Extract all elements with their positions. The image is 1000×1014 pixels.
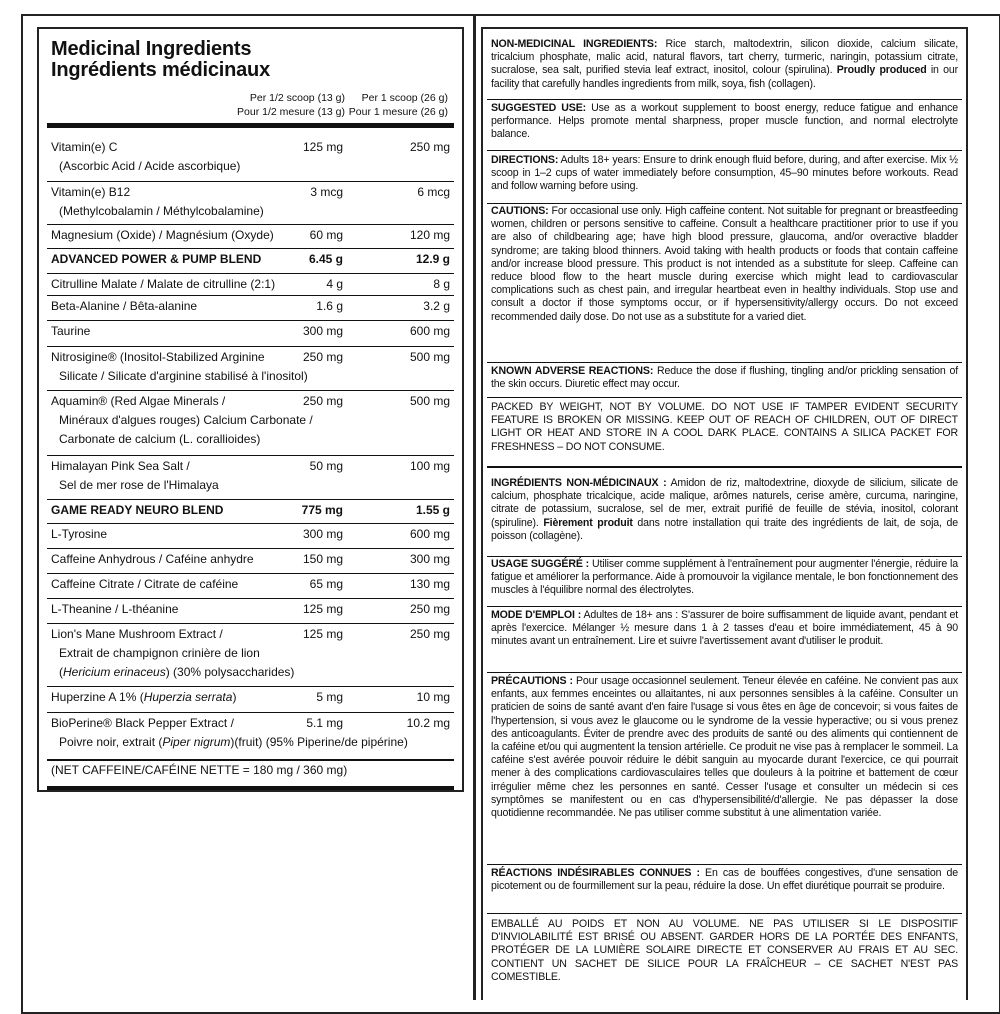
row-separator <box>47 712 454 713</box>
ingredient-name: Caffeine Anhydrous / Caféine anhydre <box>51 552 254 566</box>
cautions-text-fr: Pour usage occasionnel seulement. Teneur élevée en caféine. Ne convient pas aux enfants, aux femmes enceintes ou allaitantes, ni aux personnes sensibles à la caféine. Consulter un praticien de soins de santé avant d'en faire l'usage si vous êtes en âge de concevoir; si vous faites de l'hypertension, si vous avez le glaucome ou le syndrome de la vessie hyperactive; ou si vous prenez des anticoagulants. Éviter de prendre avec des produits de santé ou des aliments qui contiennent de la caféine et/ou qui augmentent la tension artérielle. Ce produit ne vise pas à remplacer le sommeil. La caféine s'est avérée pouvoir réduire le débit sanguin au myocarde durant l'exercice, ce qui pourrait mener à des complications cardiovasculaires telles que douleurs à la poitrine et battement de cœur irrégulier même chez les personnes en santé. Cesser l'usage et consulter un médecin si ces symptômes se manifestent ou en cas d'hypersensibilité/d'allergie. Ne pas dépasser la dose quotidienne recommandée. Ne pas utiliser comme substitut à une alimentation variée. <box>491 675 958 820</box>
ingredient-name: Nitrosigine® (Inositol-Stabilized Arginine <box>51 350 265 364</box>
row-separator <box>47 686 454 687</box>
ingredient-row <box>47 251 454 276</box>
divider-line <box>487 556 962 557</box>
packed-by-weight-text-fr: EMBALLÉ AU POIDS ET NON AU VOLUME. NE PAS UTILISER SI LE DISPOSITIF D'INVIOLABILITÉ EST BRISÉ OU ABSENT. GARDER HORS DE LA PORTÉE DES ENFANTS, PROTÉGER DE LA LUMIÈRE SOLAIRE DIRECTE ET CONSERVER AU FRAIS ET AU SEC. CONTIENT UN SACHET DE SILICE POUR LA FRAÎCHEUR – CE SACHET N'EST PAS COMESTIBLE. <box>491 918 958 983</box>
divider-line <box>487 672 962 673</box>
ingredient-row <box>47 715 454 762</box>
ingredient-row <box>47 139 454 184</box>
ingredient-name: Vitamin(e) B12 <box>51 185 131 199</box>
botanical-name: Hericium erinaceus <box>63 665 166 679</box>
ingredient-name-continuation: Extrait de champignon crinière de lion <box>59 646 260 660</box>
ingredient-row <box>47 323 454 349</box>
amount-full-scoop: 10.2 mg <box>406 716 450 730</box>
amount-half-scoop: 5.1 mg <box>306 716 343 730</box>
cautions-fr <box>491 675 958 820</box>
ingredient-name: Beta-Alanine / Bêta-alanine <box>51 299 198 313</box>
amount-full-scoop: 100 mg <box>409 459 450 473</box>
ingredient-name-continuation: Poivre noir, extrait (Piper nigrum)(fruit) (95% Piperine/de pipérine) <box>59 735 408 749</box>
ingredient-name-continuation: (Hericium erinaceus) (30% polysaccharides) <box>59 665 295 679</box>
ingredient-row <box>47 551 454 576</box>
ingredient-row <box>47 502 454 526</box>
amount-half-scoop: 775 mg <box>301 503 343 517</box>
non-medicinal-text-en: Rice starch, maltodextrin, silicon dioxide, calcium silicate, tricalcium phosphate, malic acid, natural flavors, tart cherry, turmeric, naringin, potassium citrate, sucralose, sea salt, purified stevia leaf extract, inositol, colour (spirulina). <box>491 38 958 77</box>
ingredient-name: Magnesium (Oxide) / Magnésium (Oxyde) <box>51 228 274 242</box>
title-fr: Ingrédients médicinaux <box>51 59 270 81</box>
amount-full-scoop: 3.2 g <box>423 299 450 313</box>
amount-half-scoop: 300 mg <box>302 527 343 541</box>
non-medicinal-ingredients-fr <box>491 477 958 543</box>
suggested-use-fr <box>491 558 958 598</box>
adverse-reactions-label-fr: RÉACTIONS INDÉSIRABLES CONNUES : <box>491 867 700 879</box>
ingredient-name: Himalayan Pink Sea Salt / <box>51 459 190 473</box>
amount-full-scoop: 1.55 g <box>415 503 450 517</box>
adverse-reactions-fr <box>491 867 958 893</box>
title-en: Medicinal Ingredients <box>51 38 252 60</box>
ingredient-name-continuation: Silicate / Silicate d'arginine stabilisé à l'inositol) <box>59 369 308 383</box>
divider-line <box>487 397 962 398</box>
row-separator <box>47 573 454 574</box>
ingredient-row <box>47 626 454 689</box>
divider-line <box>487 99 962 100</box>
amount-full-scoop: 500 mg <box>409 350 450 364</box>
ingredient-row <box>47 762 454 792</box>
ingredient-row <box>47 526 454 551</box>
directions-en <box>491 154 958 194</box>
row-separator <box>47 224 454 225</box>
divider-line <box>487 362 962 363</box>
ingredient-row <box>47 298 454 323</box>
directions-fr <box>491 609 958 649</box>
divider-line <box>487 203 962 204</box>
amount-half-scoop: 250 mg <box>302 350 343 364</box>
label-text-panel <box>481 27 968 1000</box>
proudly-produced-label-en: Proudly produced <box>836 64 927 77</box>
ingredient-name: (NET CAFFEINE/CAFÉINE NETTE = 180 mg / 360 mg) <box>51 763 348 777</box>
row-separator <box>47 786 454 790</box>
row-separator <box>47 455 454 456</box>
proudly-produced-text-fr: dans notre installation qui traite des ingrédients de lait, de soja, de poisson (collagène). <box>491 516 958 542</box>
ingredient-row <box>47 601 454 626</box>
divider-line <box>487 150 962 151</box>
row-separator <box>47 390 454 391</box>
suggested-use-text-fr: Utiliser comme supplément à l'entraînement pour augmenter l'énergie, réduire la fatigue et améliorer la performance. Aide à promouvoir la vigilance mentale, le bon fonctionnement des muscles à l'équilibre normal des électrolytes. <box>491 558 958 597</box>
ingredient-name-continuation: Carbonate de calcium (L. corallioides) <box>59 432 261 446</box>
non-medicinal-label-en: NON-MEDICINAL INGREDIENTS: <box>491 38 658 50</box>
amount-half-scoop: 300 mg <box>302 324 343 338</box>
packed-by-weight-fr <box>491 918 958 984</box>
row-separator <box>47 320 454 321</box>
ingredient-name: Lion's Mane Mushroom Extract / <box>51 627 223 641</box>
ingredient-name: Vitamin(e) C <box>51 140 118 154</box>
amount-half-scoop: 4 g <box>326 277 343 291</box>
english-text-block <box>491 38 958 91</box>
suggested-use-label-fr: USAGE SUGGÉRÉ : <box>491 558 590 570</box>
amount-half-scoop: 60 mg <box>309 228 343 242</box>
amount-half-scoop: 250 mg <box>302 394 343 408</box>
non-medicinal-text-fr: Amidon de riz, maltodextrine, dioxyde de silicium, silicate de calcium, phosphate tricalcique, acide malique, arômes naturels, cerise amère, curcuma, naringine, citrate de potassium, sucralose, sel de mer, extrait purifié de feuille de stévia, inositol, colorant (spiruline). <box>491 477 958 529</box>
proudly-produced-label-fr: Fièrement produit <box>543 516 633 529</box>
directions-text-fr: Adultes de 18+ ans : S'assurer de boire suffisamment de liquide avant, pendant et après l'exercice. Mélanger ½ mesure dans 1 à 2 tasses d'eau et boire immédiatement, 45 à 90 minutes avant un entraînement. Lire et suivre l'avertissement avant d'utiliser le produit. <box>491 609 958 648</box>
amount-full-scoop: 6 mcg <box>417 185 450 199</box>
ingredient-row <box>47 349 454 393</box>
proudly-produced-text-en: in our facility that carefully handles ingredients from milk, soya, fish (collagen). <box>491 64 958 90</box>
row-separator <box>47 623 454 624</box>
amount-half-scoop: 150 mg <box>302 552 343 566</box>
ingredient-name: Huperzine A 1% (Huperzia serrata) <box>51 690 237 704</box>
ingredient-name-continuation: Minéraux d'algues rouges) Calcium Carbonate / <box>59 413 313 427</box>
column-header-full-scoop-fr: Pour 1 mesure (26 g) <box>348 106 448 118</box>
amount-half-scoop: 6.45 g <box>308 252 343 266</box>
ingredient-name-continuation: Sel de mer rose de l'Himalaya <box>59 478 219 492</box>
amount-full-scoop: 250 mg <box>409 602 450 616</box>
amount-full-scoop: 120 mg <box>409 228 450 242</box>
adverse-reactions-text-fr: En cas de bouffées congestives, d'une sensation de picotement ou de fourmillement sur la peau, réduire la dose. Un effet diurétique pourrait se produire. <box>491 867 958 893</box>
packed-by-weight-text-en: PACKED BY WEIGHT, NOT BY VOLUME. DO NOT USE IF TAMPER EVIDENT SECURITY FEATURE IS BROKEN OR MISSING. KEEP OUT OF REACH OF CHILDREN, OUT OF DIRECT LIGHT OR HEAT AND STORE IN A COOL DARK PLACE. CONTAINS A SILICA PACKET FOR FRESHNESS – DO NOT CONSUME. <box>491 401 958 453</box>
amount-full-scoop: 600 mg <box>409 324 450 338</box>
row-separator <box>47 248 454 249</box>
ingredient-name-continuation: (Methylcobalamin / Méthylcobalamine) <box>59 204 264 218</box>
amount-half-scoop: 1.6 g <box>316 299 343 313</box>
ingredient-name: L-Tyrosine <box>51 527 108 541</box>
column-header-half-scoop <box>237 91 345 119</box>
adverse-reactions-en <box>491 365 958 391</box>
ingredient-name: BioPerine® Black Pepper Extract / <box>51 716 234 730</box>
ingredient-row <box>47 184 454 227</box>
packed-by-weight-en <box>491 401 958 454</box>
amount-full-scoop: 500 mg <box>409 394 450 408</box>
botanical-name: Piper nigrum <box>162 735 231 749</box>
header-rule <box>47 123 454 128</box>
ingredient-name: L-Theanine / L-théanine <box>51 602 179 616</box>
ingredient-name: Citrulline Malate / Malate de citrulline (2:1) <box>51 277 276 291</box>
suggested-use-text-en: Use as a workout supplement to boost energy, reduce fatigue and enhance performance. Helps promote mental sharpness, proper muscle function, and normal electrolyte balance. <box>491 102 959 141</box>
row-separator <box>47 295 454 296</box>
column-header-full-scoop-en: Per 1 scoop (26 g) <box>361 92 448 104</box>
ingredient-name: Aquamin® (Red Algae Minerals / <box>51 394 226 408</box>
amount-half-scoop: 125 mg <box>302 602 343 616</box>
divider-line <box>487 606 962 607</box>
ingredient-row <box>47 393 454 458</box>
row-separator <box>47 181 454 182</box>
row-separator <box>47 548 454 549</box>
ingredient-name: Taurine <box>51 324 91 338</box>
directions-label-fr: MODE D'EMPLOI : <box>491 609 582 621</box>
directions-label-en: DIRECTIONS: <box>491 154 559 166</box>
amount-full-scoop: 250 mg <box>409 627 450 641</box>
row-separator <box>47 273 454 274</box>
amount-half-scoop: 3 mcg <box>310 185 343 199</box>
amount-full-scoop: 250 mg <box>409 140 450 154</box>
divider-line <box>487 913 962 914</box>
cautions-en <box>491 205 958 324</box>
amount-full-scoop: 8 g <box>433 277 450 291</box>
suggested-use-en <box>491 102 958 142</box>
amount-half-scoop: 5 mg <box>316 690 343 704</box>
amount-full-scoop: 12.9 g <box>415 252 450 266</box>
amount-full-scoop: 300 mg <box>409 552 450 566</box>
non-medicinal-ingredients-en <box>491 38 958 91</box>
cautions-label-fr: PRÉCAUTIONS : <box>491 675 573 687</box>
non-medicinal-label-fr: INGRÉDIENTS NON-MÉDICINAUX : <box>491 477 667 489</box>
amount-full-scoop: 130 mg <box>409 577 450 591</box>
ingredient-name-continuation: (Ascorbic Acid / Acide ascorbique) <box>59 159 241 173</box>
directions-text-en: Adults 18+ years: Ensure to drink enough fluid before, during, and after exercise. Mix ½ scoop in 1–2 cups of water immediately before consumption, 45–90 minutes before workouts. Read and follow warning before using. <box>491 154 958 193</box>
panel-divider <box>473 14 476 1000</box>
cautions-label-en: CAUTIONS: <box>491 205 549 217</box>
row-separator <box>47 346 454 347</box>
amount-half-scoop: 125 mg <box>302 140 343 154</box>
amount-half-scoop: 50 mg <box>309 459 343 473</box>
row-separator <box>47 598 454 599</box>
row-separator <box>47 499 454 500</box>
ingredient-row <box>47 689 454 715</box>
amount-full-scoop: 600 mg <box>409 527 450 541</box>
amount-half-scoop: 65 mg <box>309 577 343 591</box>
amount-full-scoop: 10 mg <box>416 690 450 704</box>
ingredient-row <box>47 276 454 298</box>
ingredient-name: Caffeine Citrate / Citrate de caféine <box>51 577 239 591</box>
suggested-use-label-en: SUGGESTED USE: <box>491 102 586 114</box>
ingredient-row <box>47 227 454 251</box>
ingredient-row <box>47 576 454 601</box>
column-header-full-scoop <box>349 91 448 119</box>
adverse-reactions-label-en: KNOWN ADVERSE REACTIONS: <box>491 365 654 377</box>
ingredient-name: ADVANCED POWER & PUMP BLEND <box>51 252 262 266</box>
column-header-half-scoop-fr: Pour 1/2 mesure (13 g) <box>237 106 345 118</box>
row-separator <box>47 523 454 524</box>
medicinal-ingredients-panel <box>37 27 464 792</box>
botanical-name: Huperzia serrata <box>143 690 233 704</box>
divider-line <box>487 864 962 865</box>
cautions-text-en: For occasional use only. High caffeine content. Not suitable for pregnant or breastfeeding women, children or persons sensitive to caffeine. Consult a healthcare practitioner prior to use if you are also of childbearing age; have high blood pressure, glaucoma, and/or overactive bladder syndrome; are taking blood thinners. Avoid taking with health products or foods that contain caffeine and/or increase blood pressure. This product is not intended as a substitute for sleep. Caffeine can reduce blood flow to the heart muscle during exercise which might lead to cardiovascular complications such as chest pain, and irregular heartbeat even in healthy individuals. Stop use and consult a doctor if those symptoms occur, or if hypersensitivity/allergy occurs. Do not exceed recommended daily dose. Do not use as a substitute for a varied diet. <box>491 205 958 323</box>
language-divider <box>487 466 962 468</box>
ingredient-row <box>47 458 454 502</box>
amount-half-scoop: 125 mg <box>302 627 343 641</box>
row-separator <box>47 759 454 761</box>
adverse-reactions-text-en: Reduce the dose if flushing, tingling and/or prickling sensation of the skin occurs. Diuretic effect may occur. <box>491 365 958 391</box>
column-header-half-scoop-en: Per 1/2 scoop (13 g) <box>249 92 345 104</box>
ingredient-name: GAME READY NEURO BLEND <box>51 503 224 517</box>
